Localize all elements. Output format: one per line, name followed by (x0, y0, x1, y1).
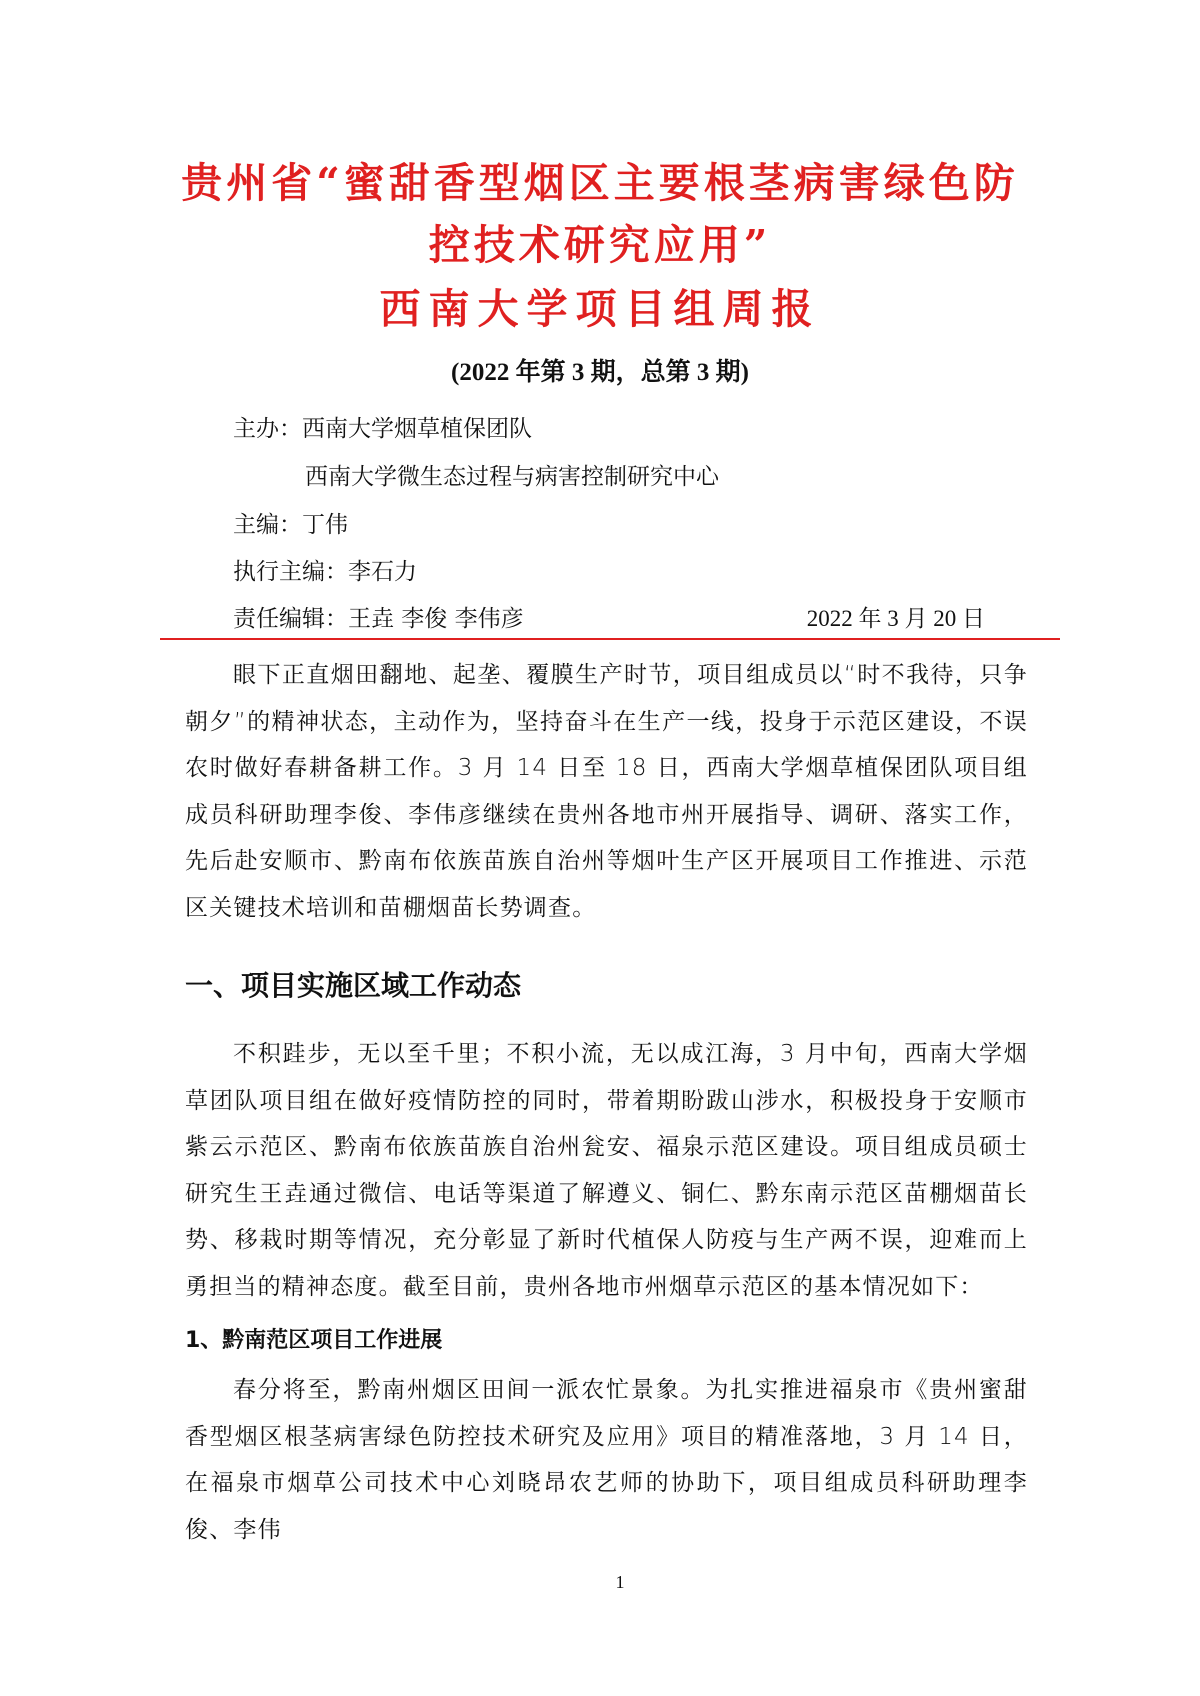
subsection-paragraph: 春分将至，黔南州烟区田间一派农忙景象。为扎实推进福泉市《贵州蜜甜香型烟区根茎病害绿色防控技术研究及应用》项目的精准落地，3 月 14 日，在福泉市烟草公司技术中心刘晓昂农艺师的协助下，项目组成员科研助理李俊、李伟 (185, 1377, 1028, 1543)
publish-date: 2022 年 3 月 20 日 (806, 606, 985, 631)
chief-editor: 主编：丁伟 (233, 512, 348, 538)
section-paragraph: 不积跬步，无以至千里；不积小流，无以成江海，3 月中旬，西南大学烟草团队项目组在做好疫情防控的同时，带着期盼跋山涉水，积极投身于安顺市紫云示范区、黔南布依族苗族自治州瓮安、福泉示范区建设。项目组成员硕士研究生王垚通过微信、电话等渠道了解遵义、铜仁、黔东南示范区苗棚烟苗长势、移栽时期等情况，充分彰显了新时代植保人防疫与生产两不误，迎难而上勇担当的精神态度。截至目前，贵州各地市州烟草示范区的基本情况如下： (185, 1041, 1028, 1300)
report-title-line-2: 控技术研究应用” (428, 221, 772, 269)
report-title-line-3: 西南大学项目组周报 (379, 285, 821, 333)
header-divider (160, 638, 1060, 640)
page-number: 1 (615, 1572, 625, 1592)
report-title-line-1: 贵州省“蜜甜香型烟区主要根茎病害绿色防 (181, 159, 1019, 207)
host-organizer-second: 西南大学微生态过程与病害控制研究中心 (305, 464, 719, 490)
responsible-editors: 责任编辑：王垚 李俊 李伟彦 (233, 606, 524, 632)
host-organizer: 主办：西南大学烟草植保团队 (233, 416, 532, 442)
subsection-heading: 1、黔南范区项目工作进展 (185, 1328, 443, 1353)
issue-number: (2022 年第 3 期，总第 3 期) (451, 359, 749, 386)
intro-paragraph: 眼下正直烟田翻地、起垄、覆膜生产时节，项目组成员以“时不我待，只争朝夕”的精神状态，主动作为，坚持奋斗在生产一线，投身于示范区建设，不误农时做好春耕备耕工作。3 月 14 日至 18 日，西南大学烟草植保团队项目组成员科研助理李俊、李伟彦继续在贵州各地市州开展指导、调研、落实工作，先后赴安顺市、黔南布依族苗族自治州等烟叶生产区开展项目工作推进、示范区关键技术培训和苗棚烟苗长势调查。 (185, 662, 1028, 921)
executive-editor: 执行主编：李石力 (233, 559, 417, 585)
section-heading: 一、项目实施区域工作动态 (185, 969, 522, 1002)
